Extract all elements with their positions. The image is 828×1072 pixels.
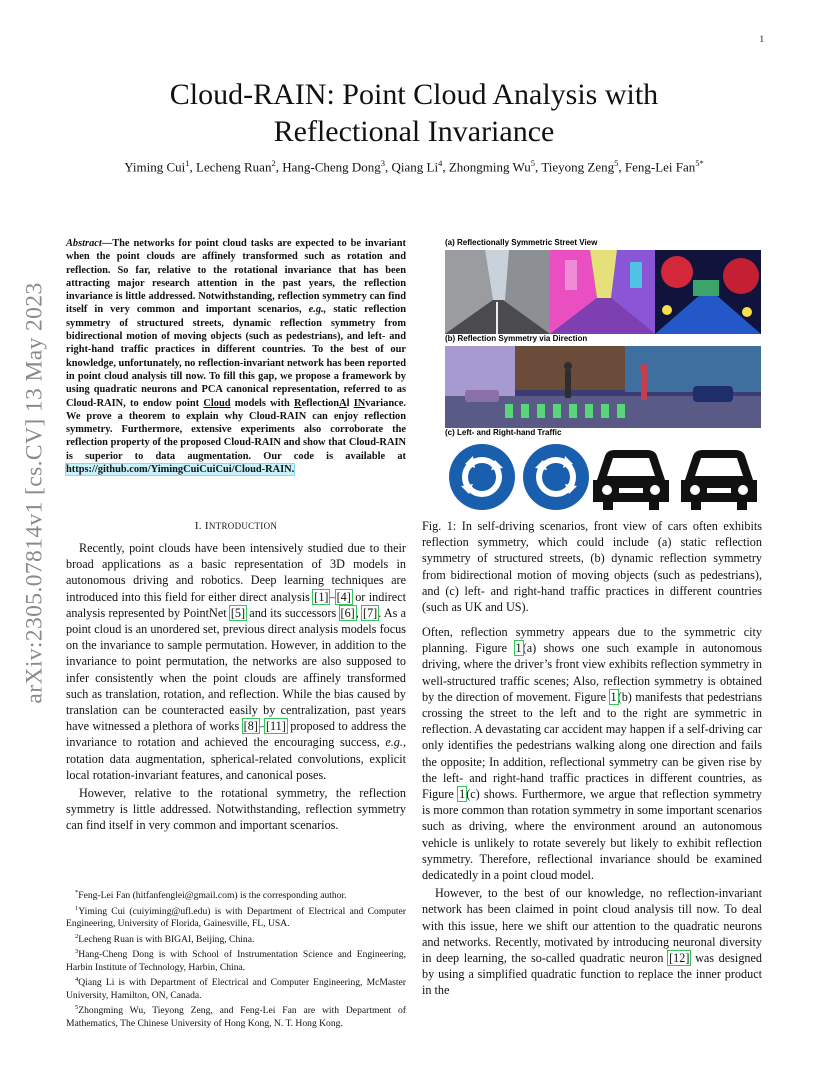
paper-title (80, 76, 748, 150)
page-number: 1 (759, 34, 764, 44)
figure-panel-b (445, 346, 761, 428)
author-name: Tieyong Zeng (541, 159, 615, 175)
citation-link[interactable]: [8] (243, 719, 258, 734)
figure-ref-link[interactable]: 1 (610, 689, 617, 704)
author-name: Zhongming Wu (448, 159, 531, 175)
author-name: Lecheng Ruan (196, 159, 272, 175)
author-name: Qiang Li (391, 159, 439, 175)
body-paragraph: However, to the best of our knowledge, no reflection-invariant network has been claimed in point cloud analysis till now. To deal with this issue, here we shift our attention to the quadratic neurons and networks. Recently, motivated by introducing neuronal diversity in deep learning, the so-called quadratic neuron [12] was designed by using a simplified quadratic function to replace the inner product in the (422, 886, 763, 998)
author-name: Hang-Cheng Dong (282, 159, 381, 175)
right-column-text (422, 624, 762, 999)
author-affiliation: 2 (271, 158, 276, 168)
footnote: $^1$Yiming Cui (cuiyiming@ufl.edu) is with Department of Electrical and Computer Engineering, University of Florida, Gainesville, FL, USA. (66, 904, 406, 930)
footnote: $^4$Qiang Li is with Department of Electrical and Computer Engineering, McMaster University, Hamilton, ON, Canada. (66, 976, 406, 1001)
section-heading-introduction: I. INTRODUCTION (194, 520, 278, 532)
author-list: Yiming Cui$^1$, Lecheng Ruan$^2$, Hang-Cheng Dong$^3$, Qiang Li$^4$, Zhongming Wu$^5$, Tieyong Zeng$^5$, Feng-Lei Fan$^{5*}$ (124, 158, 704, 175)
arxiv-identifier-text: arXiv:2305.07814v1 [cs.CV] 13 May 2023 (21, 282, 48, 704)
author-affiliation: 5* (695, 158, 704, 168)
figure-panel-c (445, 440, 761, 514)
code-repository-link[interactable]: https://github.com/YimingCuiCuiCui/Cloud-RAIN. (66, 464, 295, 476)
abstract-label: Abstract (66, 238, 102, 249)
roundabout-clockwise-icon (447, 442, 517, 512)
figure-caption-prefix: Fig. 1: (422, 519, 457, 533)
title-line-2: Reflectional Invariance (273, 115, 555, 148)
footnote: *Feng-Lei Fan (hitfanfenglei@gmail.com) is the corresponding author. (75, 889, 347, 902)
figure-caption: Fig. 1: In self-driving scenarios, front view of cars often exhibits reflection symmetry, which could include (a) static reflection symmetry of structured streets, (b) dynamic reflection symmetry from bidirectional motion of moving objects (such as pedestrians), and (c) left- and right-hand traffic practices in different countries (such as UK and US). (422, 519, 762, 615)
traffic-sign-icons (445, 440, 761, 514)
abstract: Abstract—The networks for point cloud tasks are expected to be invariant when the point clouds are affinely transformed such as rotation and reflection. So far, relative to the rotational invariance that has been attracting major research attention in the past years, the reflection invariance is little addressed. Notwithstanding, reflection symmetry can find itself in very common and important scenarios, e.g., static reflection symmetry of structured streets, dynamic reflection symmetry from bidirectional motion of moving objects (such as pedestrians), and left- and right-hand traffic practices in different countries. To the best of our knowledge, unfortunately, no reflection-invariant network has been reported in point cloud analysis till now. To fill this gap, we propose a framework by using quadratic neurons and PCA canonical representation, referred to as Cloud-RAIN, to endow point Cloud models with ReflectionAl INvariance. We prove a theorem to explain why Cloud-RAIN can enjoy reflection symmetry. Furthermore, extensive experiments also corroborate the reflection property of the proposed Cloud-RAIN and show that Cloud-RAIN is superior to data augmentation. Our code is available at https://github.com/YimingCuiCuiCui/Cloud-RAIN. (66, 238, 406, 476)
figure-ref-link[interactable]: 1 (459, 787, 466, 802)
author-affiliation: 4 (438, 158, 443, 168)
citation-link[interactable]: [5] (230, 605, 246, 620)
pedestrian-crossing-image (445, 346, 761, 428)
car-front-icon (681, 450, 757, 510)
figure-ref-link[interactable]: 1 (515, 641, 522, 656)
citation-link[interactable]: [1] (314, 589, 329, 604)
citation-link[interactable]: [6] (340, 605, 355, 620)
figure-panel-a (445, 250, 761, 334)
intro-paragraph: However, relative to the rotational symmetry, the reflection symmetry is little addressed. Notwithstanding, reflection symmetry can find itself in very common and important scenarios. (66, 786, 406, 833)
roundabout-counterclockwise-icon (521, 442, 591, 512)
body-paragraph: Often, reflection symmetry appears due to the symmetric city planning. Figure 1(a) shows one such example in autonomous driving, where the driver’s front view exhibits reflection symmetry in well-structured traffic scenes; Also, reflection symmetry is obtained by the direction of movement. Figure 1(b) manifests that pedestrians crossing the street to the left and to the right are symmetric in reflection. A devastating car accident may happen if a self-driving car only identifies the pedestrians walking along one direction and fails the opposite; In addition, reflectional symmetry can be given rise by the left- and right-hand traffic practices in different countries, as Figure 1(c) shows. Furthermore, we argue that reflection symmetry is more common than rotation symmetry in some important scenarios such as driving, where the environment around an autonomous vehicle is unlikely to rotate severely but likely to exhibit reflection symmetry. Therefore, reflectional invariance should be examined dedicatedly in a point cloud model. (422, 625, 763, 883)
intro-paragraph: Recently, point clouds have been intensively studied due to their broad applications as a basic representation of 3D models in autonomous driving and robotics. Deep learning techniques are introduced into this field for either direct analysis [1]–[4] or indirect analysis represented by PointNet [5] and its successors [6], [7]. As a point cloud is an unordered set, previous direct analysis models focus on the invariance to sample permutation. However, in addition to the invariance to point permutation, the networks are also supposed to infer consistently when the point clouds are affinely transformed such as translation, rotation, and reflection. While the bias caused by translation can be counteracted easily by centralization, past years have witnessed a plethora of works [8]–[11] proposed to address the invariance to rotation and achieved the encouraging success, e.g., rotation data augmentation, spherical-related convolutions, explicit local rotation-invariant features, and canonical poses. (66, 541, 407, 782)
author-affiliation: 5 (530, 158, 536, 168)
footnote: $^5$Zhongming Wu, Tieyong Zeng, and Feng-Lei Fan are with Department of Mathematics, The Chinese University of Hong Kong, N. T. Hong Kong. (66, 1004, 406, 1029)
author-affiliation: 3 (380, 158, 386, 168)
citation-link[interactable]: [12] (669, 951, 690, 966)
figure-panel-b-label: (b) Reflection Symmetry via Direction (445, 334, 588, 343)
figure-panel-c-label: (c) Left- and Right-hand Traffic (445, 428, 562, 437)
citation-link[interactable]: [4] (336, 589, 351, 604)
footnote: $^3$Hang-Cheng Dong is with School of Instrumentation Science and Engineering, Harbin Institute of Technology, Harbin, China. (66, 948, 406, 973)
left-column (66, 520, 406, 834)
author-name: Yiming Cui (124, 159, 186, 175)
author-name: Feng-Lei Fan (624, 159, 696, 175)
author-affiliation: 1 (185, 158, 190, 168)
footnote: $^2$Lecheng Ruan is with BIGAI, Beijing, China. (75, 932, 255, 945)
footnotes (66, 887, 406, 1030)
citation-link[interactable]: [11] (265, 719, 286, 734)
car-front-icon (593, 450, 669, 510)
arxiv-identifier[interactable] (22, 278, 48, 708)
title-line-1: Cloud-RAIN: Point Cloud Analysis with (169, 78, 659, 111)
figure-panel-a-label: (a) Reflectionally Symmetric Street View (445, 238, 598, 247)
author-affiliation: 5 (614, 158, 619, 168)
citation-link[interactable]: [7] (363, 605, 378, 620)
street-view-image (445, 250, 761, 334)
